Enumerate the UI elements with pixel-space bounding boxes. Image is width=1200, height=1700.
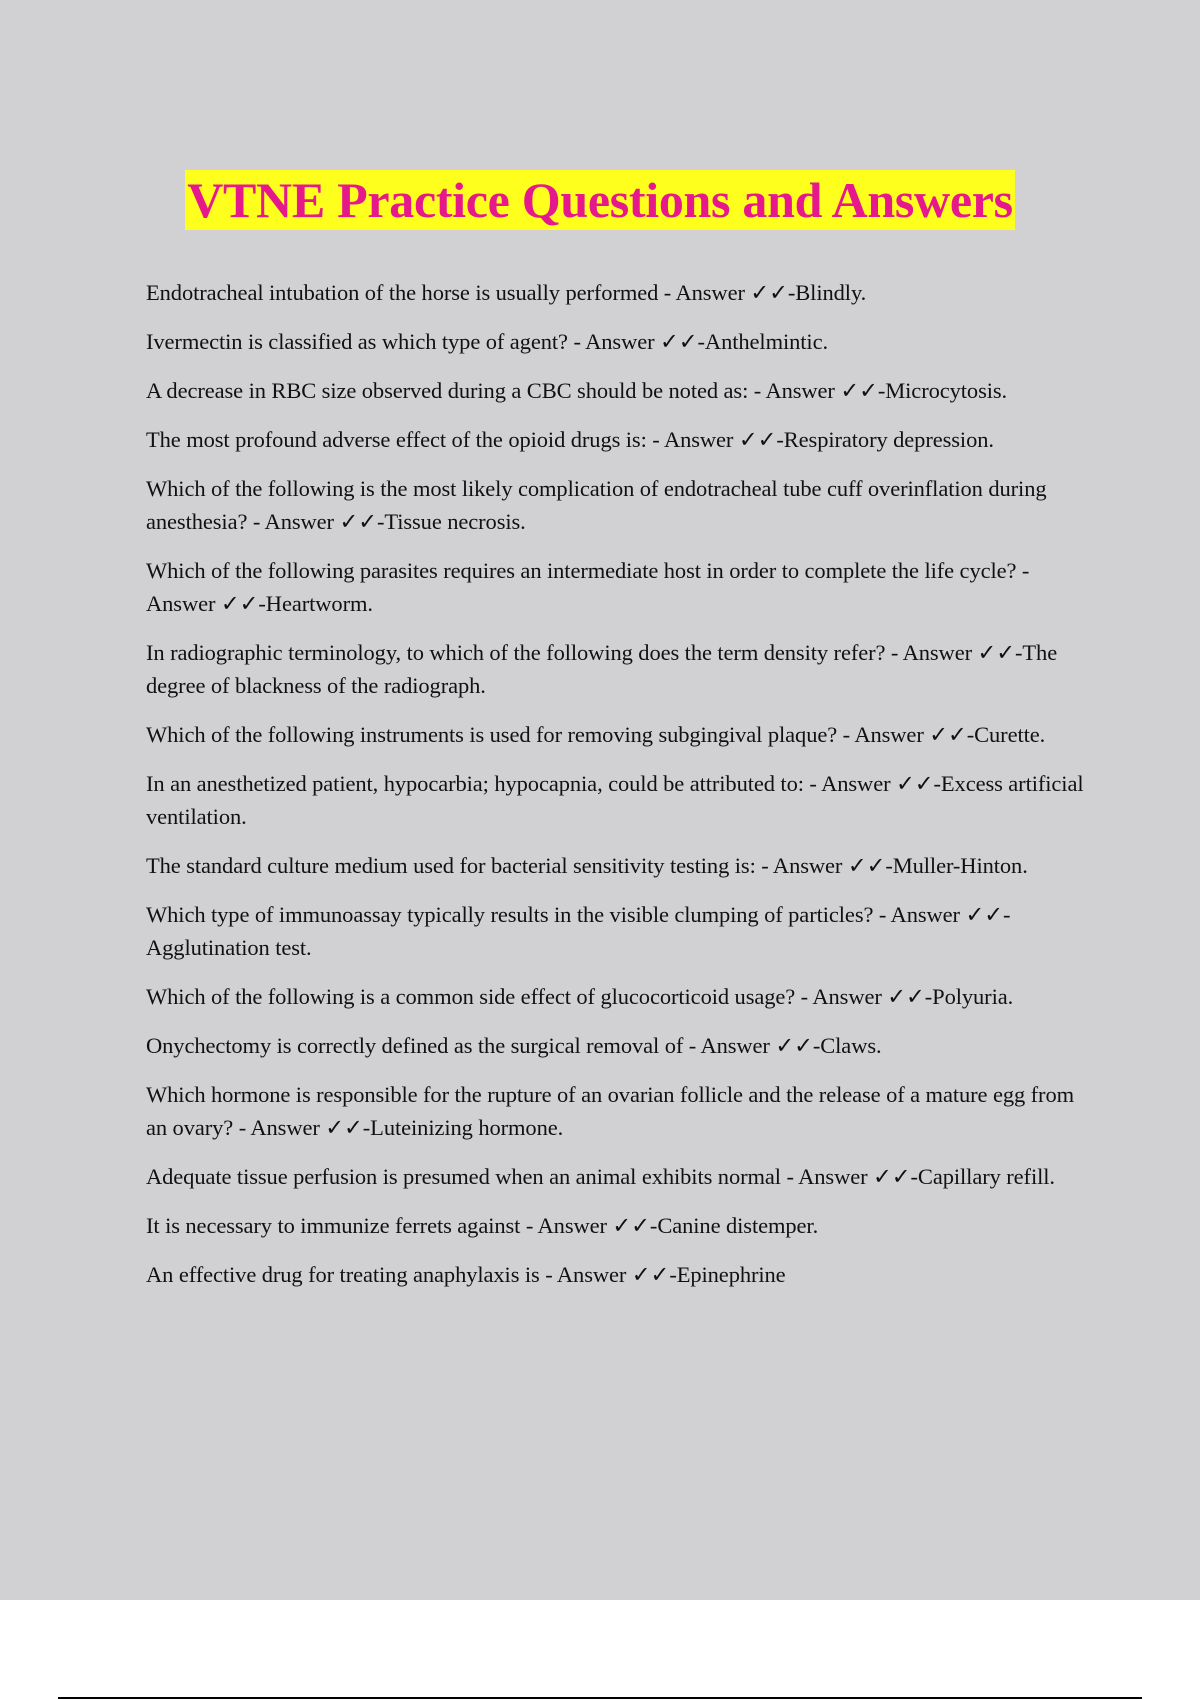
- qa-item: A decrease in RBC size observed during a CBC should be noted as: - Answer ✓✓-Microcytosis.: [146, 378, 1008, 403]
- qa-item: Which of the following is the most likely complication of endotracheal tube cuff overinflation during anesthesia? - Answer ✓✓-Tissue necrosis.: [146, 476, 1047, 534]
- qa-item: The standard culture medium used for bacterial sensitivity testing is: - Answer ✓✓-Muller-Hinton.: [146, 853, 1028, 878]
- qa-item: In an anesthetized patient, hypocarbia; hypocapnia, could be attributed to: - Answer ✓✓-Excess artificial ventilation.: [146, 771, 1084, 829]
- qa-item: Which of the following is a common side effect of glucocorticoid usage? - Answer ✓✓-Polyuria.: [146, 984, 1014, 1009]
- qa-item: Onychectomy is correctly defined as the surgical removal of - Answer ✓✓-Claws.: [146, 1033, 882, 1058]
- qa-item: Adequate tissue perfusion is presumed when an animal exhibits normal - Answer ✓✓-Capillary refill.: [146, 1164, 1055, 1189]
- qa-item: Which of the following parasites requires an intermediate host in order to complete the life cycle? - Answer ✓✓-Heartworm.: [146, 558, 1030, 616]
- qa-item: Which hormone is responsible for the rupture of an ovarian follicle and the release of a mature egg from an ovary? - Answer ✓✓-Luteinizing hormone.: [146, 1082, 1074, 1140]
- qa-item: Endotracheal intubation of the horse is usually performed - Answer ✓✓-Blindly.: [146, 280, 867, 305]
- document-title: VTNE Practice Questions and Answers: [187, 172, 1013, 228]
- footer-divider: [58, 1697, 1142, 1699]
- qa-item: Ivermectin is classified as which type of agent? - Answer ✓✓-Anthelmintic.: [146, 329, 828, 354]
- qa-item: An effective drug for treating anaphylaxis is - Answer ✓✓-Epinephrine: [146, 1262, 786, 1287]
- qa-item: Which of the following instruments is used for removing subgingival plaque? - Answer ✓✓-Curette.: [146, 722, 1046, 747]
- qa-item: In radiographic terminology, to which of the following does the term density refer? - Answer ✓✓-The degree of blackness of the radiograph.: [146, 640, 1058, 698]
- title-container: [0, 170, 1200, 230]
- qa-item: It is necessary to immunize ferrets against - Answer ✓✓-Canine distemper.: [146, 1213, 819, 1238]
- qa-item: Which type of immunoassay typically results in the visible clumping of particles? - Answer ✓✓-Agglutination test.: [146, 902, 1011, 960]
- qa-list: [146, 276, 1096, 1307]
- qa-item: The most profound adverse effect of the opioid drugs is: - Answer ✓✓-Respiratory depression.: [146, 427, 994, 452]
